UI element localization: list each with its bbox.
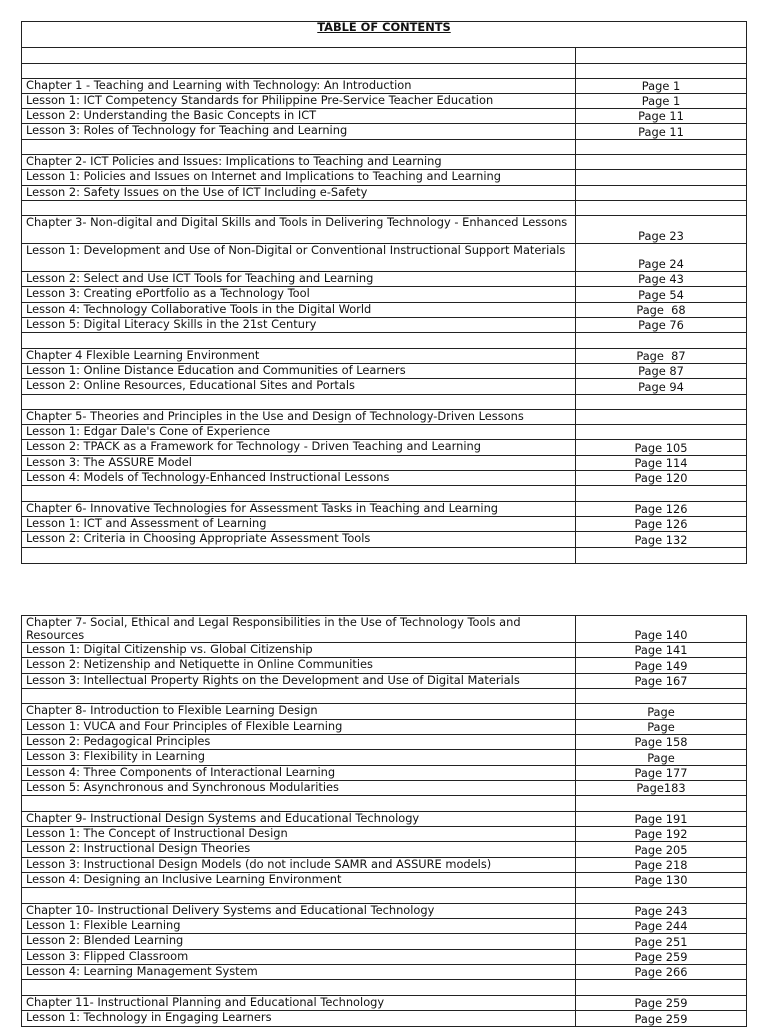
toc-empty-row — [22, 201, 746, 216]
toc-entry-page: Page 1 — [641, 79, 681, 93]
toc-entry-title: Lesson 2: Pedagogical Principles — [22, 735, 576, 749]
toc-lesson-row — [22, 766, 746, 781]
toc-entry-title: Lesson 2: Safety Issues on the Use of ICT Including e-Safety — [22, 186, 576, 200]
toc-entry-page: Page — [647, 751, 675, 765]
toc-lesson-row — [22, 244, 746, 272]
toc-entry-page: Page 167 — [634, 674, 688, 688]
toc-entry-title: Lesson 2: Criteria in Choosing Appropriate Assessment Tools — [22, 532, 576, 547]
toc-entry-title: Chapter 5- Theories and Principles in the Use and Design of Technology-Driven Lessons — [22, 410, 576, 424]
toc-lesson-row — [22, 170, 746, 186]
toc-entry-page: Page 192 — [634, 827, 688, 841]
toc-empty-row — [22, 64, 746, 79]
toc-lesson-row — [22, 827, 746, 842]
toc-lesson-row — [22, 532, 746, 548]
toc-entry-page: Page 243 — [634, 904, 688, 918]
toc-entry-title — [22, 548, 576, 563]
toc-table-part-2 — [21, 615, 747, 1027]
toc-entry-page: Page 1 — [641, 94, 681, 108]
toc-chapter-row — [22, 996, 746, 1011]
toc-entry-title: Chapter 4 Flexible Learning Environment — [22, 349, 576, 363]
toc-lesson-row — [22, 425, 746, 440]
toc-entry-page: Page 87 — [638, 364, 684, 378]
toc-entry-title: Lesson 1: VUCA and Four Principles of Flexible Learning — [22, 720, 576, 734]
toc-lesson-row — [22, 109, 746, 124]
toc-entry-page — [576, 689, 746, 703]
toc-entry-title: Lesson 2: Netizenship and Netiquette in Online Communities — [22, 658, 576, 673]
toc-entry-page: Page 191 — [634, 812, 688, 826]
toc-empty-row — [22, 140, 746, 155]
toc-entry-title — [22, 395, 576, 409]
toc-entry-title: Lesson 3: Flipped Classroom — [22, 950, 576, 964]
toc-lesson-row — [22, 919, 746, 934]
toc-entry-page: Page 11 — [638, 109, 684, 123]
toc-lesson-row — [22, 272, 746, 287]
toc-lesson-row — [22, 950, 746, 965]
toc-lesson-row — [22, 379, 746, 395]
toc-entry-page: Page 149 — [634, 659, 688, 673]
toc-entry-title: Lesson 5: Asynchronous and Synchronous Modularities — [22, 781, 576, 795]
toc-lesson-row — [22, 186, 746, 201]
toc-entry-title: Chapter 9- Instructional Design Systems and Educational Technology — [22, 812, 576, 826]
toc-entry-page: Page 177 — [634, 766, 688, 780]
toc-entry-page: Page 218 — [634, 858, 688, 872]
toc-entry-title — [22, 333, 576, 348]
toc-entry-title: Chapter 2- ICT Policies and Issues: Implications to Teaching and Learning — [22, 155, 576, 169]
toc-entry-title: Lesson 1: Edgar Dale's Cone of Experience — [22, 425, 576, 439]
toc-entry-page: Page 126 — [634, 517, 688, 531]
toc-entry-page: Page 94 — [638, 380, 684, 394]
toc-entry-title: Lesson 3: Flexibility in Learning — [22, 750, 576, 765]
toc-entry-title: Lesson 1: Digital Citizenship vs. Global Citizenship — [22, 643, 576, 657]
toc-entry-page: Page 43 — [638, 272, 684, 286]
toc-entry-title — [22, 796, 576, 811]
toc-entry-page: Page 23 — [638, 229, 684, 243]
toc-entry-title: Lesson 4: Three Components of Interactional Learning — [22, 766, 576, 780]
toc-entry-page: Page183 — [636, 781, 686, 795]
toc-entry-title: Lesson 2: TPACK as a Framework for Technology - Driven Teaching and Learning — [22, 440, 576, 455]
toc-entry-title — [22, 689, 576, 703]
toc-lesson-row — [22, 658, 746, 674]
toc-entry-page: Page 76 — [638, 318, 684, 332]
toc-lesson-row — [22, 842, 746, 858]
toc-entry-page: Page 11 — [638, 125, 684, 139]
toc-entry-page — [576, 64, 746, 78]
toc-entry-title — [22, 888, 576, 903]
toc-entry-title: Lesson 4: Technology Collaborative Tools in the Digital World — [22, 303, 576, 317]
toc-entry-page: Page 120 — [634, 471, 688, 485]
toc-chapter-row — [22, 349, 746, 364]
toc-entry-title: Lesson 2: Select and Use ICT Tools for Teaching and Learning — [22, 272, 576, 286]
toc-empty-row — [22, 888, 746, 904]
toc-lesson-row — [22, 94, 746, 109]
toc-entry-page — [576, 888, 746, 903]
toc-entry-title: Lesson 1: Development and Use of Non-Digital or Conventional Instructional Support Materials — [22, 244, 576, 271]
toc-entry-page: Page 54 — [638, 288, 684, 302]
toc-entry-page: Page 141 — [634, 643, 688, 657]
toc-chapter-row — [22, 410, 746, 425]
toc-lesson-row — [22, 965, 746, 980]
toc-lesson-row — [22, 781, 746, 796]
toc-entry-title: Lesson 1: Technology in Engaging Learners — [22, 1011, 576, 1026]
toc-lesson-row — [22, 750, 746, 766]
toc-table-part-1 — [21, 21, 747, 564]
toc-entry-page — [576, 548, 746, 563]
toc-entry-page — [576, 201, 746, 215]
toc-lesson-row — [22, 440, 746, 456]
toc-entry-page — [576, 186, 746, 200]
toc-lesson-row — [22, 287, 746, 303]
toc-entry-title — [22, 201, 576, 215]
toc-entry-page: Page 24 — [638, 257, 684, 271]
toc-entry-page: Page 158 — [634, 735, 688, 749]
toc-entry-page: Page 266 — [634, 965, 688, 979]
toc-entry-page — [576, 410, 746, 424]
toc-entry-page — [576, 395, 746, 409]
toc-lesson-row — [22, 303, 746, 318]
toc-entry-page: Page 251 — [634, 935, 688, 949]
toc-entry-page: Page 259 — [634, 996, 688, 1010]
toc-entry-title: Chapter 11- Instructional Planning and Educational Technology — [22, 996, 576, 1010]
toc-entry-page — [576, 170, 746, 185]
toc-entry-title: Lesson 2: Understanding the Basic Concepts in ICT — [22, 109, 576, 123]
toc-title-row — [22, 19, 746, 48]
toc-entry-page — [576, 796, 746, 811]
toc-entry-page — [576, 48, 746, 63]
toc-entry-title — [22, 64, 576, 78]
toc-lesson-row — [22, 735, 746, 750]
toc-empty-row — [22, 689, 746, 704]
toc-entry-title: Chapter 10- Instructional Delivery Systems and Educational Technology — [22, 904, 576, 918]
toc-entry-page: Page — [647, 705, 675, 719]
toc-entry-title: Lesson 1: ICT Competency Standards for Philippine Pre-Service Teacher Education — [22, 94, 576, 108]
toc-entry-page: Page 140 — [634, 628, 688, 642]
toc-lesson-row — [22, 674, 746, 689]
toc-entry-title: Lesson 4: Designing an Inclusive Learning Environment — [22, 873, 576, 887]
toc-empty-row — [22, 796, 746, 812]
toc-entry-page — [576, 333, 746, 348]
toc-entry-title — [22, 980, 576, 995]
toc-entry-title: Lesson 3: The ASSURE Model — [22, 456, 576, 470]
toc-entry-title: Chapter 7- Social, Ethical and Legal Responsibilities in the Use of Technology Tools and Resources — [22, 616, 576, 642]
toc-entry-title: Chapter 6- Innovative Technologies for Assessment Tasks in Teaching and Learning — [22, 502, 576, 516]
toc-entry-title: Lesson 3: Creating ePortfolio as a Technology Tool — [22, 287, 576, 302]
toc-chapter-row — [22, 216, 746, 244]
toc-entry-page: Page 105 — [634, 441, 688, 455]
toc-entry-title: Lesson 3: Instructional Design Models (do not include SAMR and ASSURE models) — [22, 858, 576, 872]
toc-chapter-row — [22, 502, 746, 517]
toc-entry-title: Lesson 2: Online Resources, Educational Sites and Portals — [22, 379, 576, 394]
toc-lesson-row — [22, 720, 746, 735]
toc-entry-page: Page 130 — [634, 873, 688, 887]
toc-entry-page — [576, 980, 746, 995]
toc-chapter-row — [22, 79, 746, 94]
toc-entry-title: Lesson 1: Online Distance Education and Communities of Learners — [22, 364, 576, 378]
toc-entry-page: Page 126 — [634, 502, 688, 516]
toc-entry-page: Page 68 — [636, 303, 686, 317]
toc-lesson-row — [22, 517, 746, 532]
toc-entry-title: Lesson 3: Roles of Technology for Teaching and Learning — [22, 124, 576, 139]
toc-entry-title — [22, 486, 576, 501]
toc-chapter-row — [22, 616, 746, 643]
toc-title: TABLE OF CONTENTS — [317, 19, 451, 34]
toc-entry-title: Chapter 3- Non-digital and Digital Skills and Tools in Delivering Technology - Enhanced Lessons — [22, 216, 576, 243]
toc-entry-title: Chapter 1 - Teaching and Learning with Technology: An Introduction — [22, 79, 576, 93]
toc-entry-title: Lesson 4: Learning Management System — [22, 965, 576, 979]
toc-entry-title: Chapter 8- Introduction to Flexible Learning Design — [22, 704, 576, 719]
toc-entry-page — [576, 425, 746, 439]
toc-entry-page: Page 244 — [634, 919, 688, 933]
toc-lesson-row — [22, 124, 746, 140]
toc-entry-title: Lesson 1: Policies and Issues on Internet and Implications to Teaching and Learning — [22, 170, 576, 185]
toc-entry-page — [576, 486, 746, 501]
toc-chapter-row — [22, 155, 746, 170]
toc-empty-row — [22, 980, 746, 996]
toc-entry-title: Lesson 2: Blended Learning — [22, 934, 576, 949]
toc-lesson-row — [22, 873, 746, 888]
toc-entry-title: Lesson 2: Instructional Design Theories — [22, 842, 576, 857]
toc-entry-title: Lesson 1: ICT and Assessment of Learning — [22, 517, 576, 531]
toc-lesson-row — [22, 471, 746, 486]
toc-empty-row — [22, 395, 746, 410]
toc-entry-title: Lesson 1: Flexible Learning — [22, 919, 576, 933]
toc-entry-title: Lesson 5: Digital Literacy Skills in the 21st Century — [22, 318, 576, 332]
toc-empty-row — [22, 548, 746, 563]
toc-chapter-row — [22, 904, 746, 919]
toc-entry-page: Page 205 — [634, 843, 688, 857]
toc-entry-page: Page 132 — [634, 533, 688, 547]
toc-empty-row — [22, 486, 746, 502]
toc-entry-page: Page 114 — [634, 456, 688, 470]
toc-entry-page: Page — [647, 720, 675, 734]
toc-lesson-row — [22, 643, 746, 658]
toc-lesson-row — [22, 456, 746, 471]
toc-chapter-row — [22, 812, 746, 827]
toc-empty-row — [22, 48, 746, 64]
toc-entry-page: Page 87 — [636, 349, 686, 363]
toc-entry-title: Lesson 4: Models of Technology-Enhanced Instructional Lessons — [22, 471, 576, 485]
toc-entry-page: Page 259 — [634, 950, 688, 964]
toc-lesson-row — [22, 858, 746, 873]
toc-entry-page — [576, 140, 746, 154]
toc-entry-title — [22, 48, 576, 63]
toc-entry-page — [576, 155, 746, 169]
toc-entry-page: Page 259 — [634, 1012, 688, 1026]
toc-entry-title: Lesson 3: Intellectual Property Rights on the Development and Use of Digital Materials — [22, 674, 576, 688]
toc-chapter-row — [22, 704, 746, 720]
toc-lesson-row — [22, 934, 746, 950]
toc-entry-title — [22, 140, 576, 154]
toc-empty-row — [22, 333, 746, 349]
toc-lesson-row — [22, 364, 746, 379]
toc-entry-title: Lesson 1: The Concept of Instructional Design — [22, 827, 576, 841]
toc-lesson-row — [22, 318, 746, 333]
